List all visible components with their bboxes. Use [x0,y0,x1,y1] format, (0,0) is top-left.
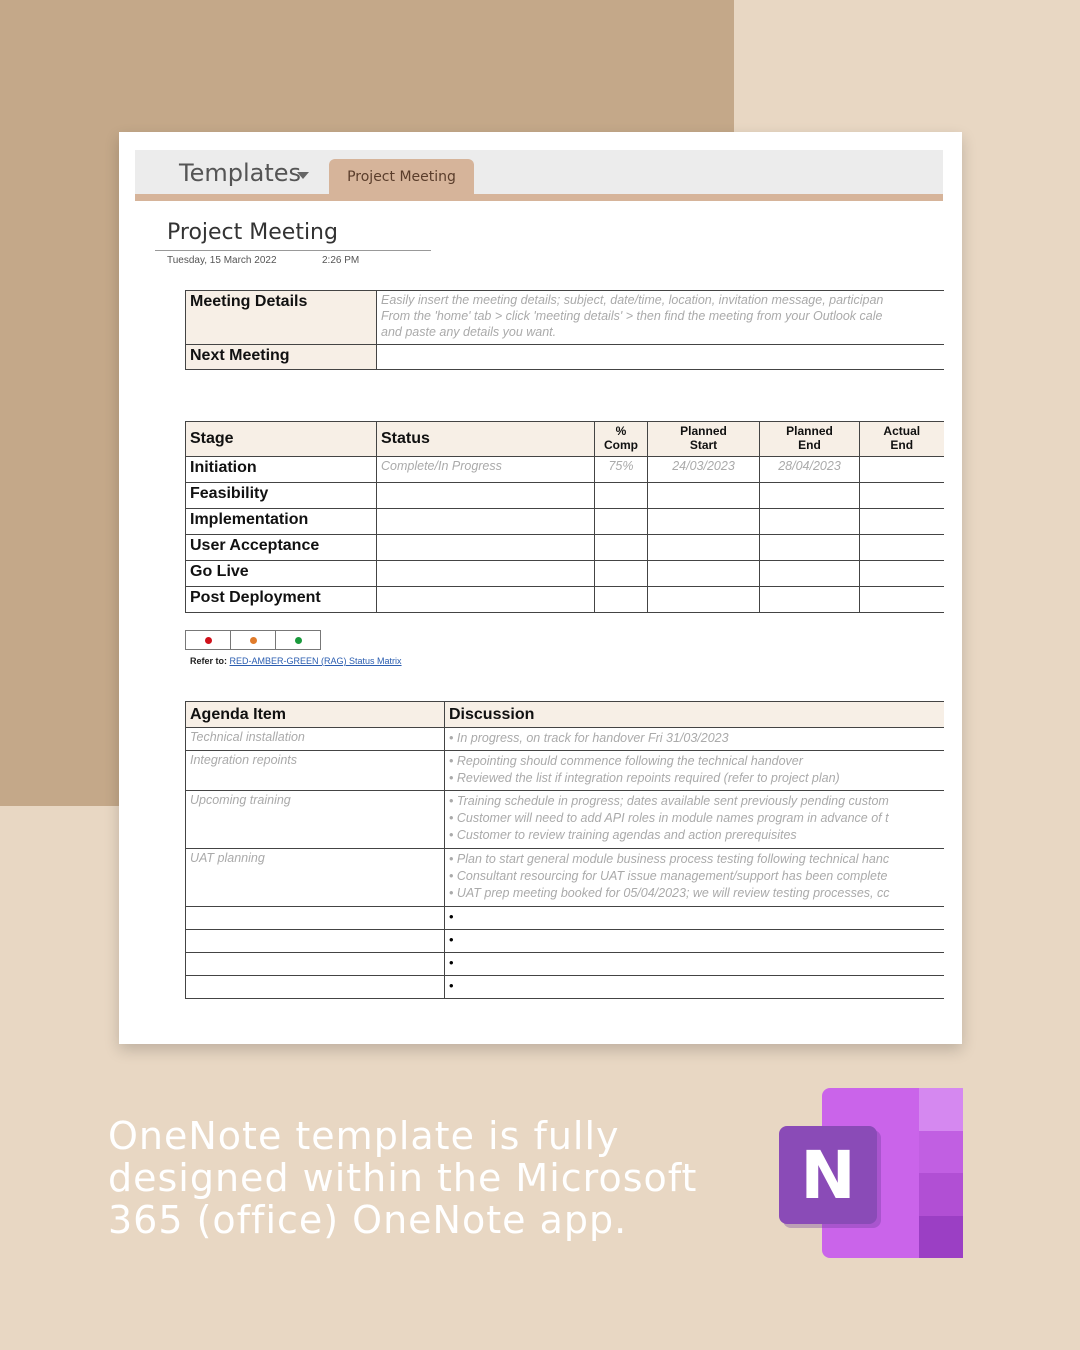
table-row [186,587,944,613]
meeting-details-line: and paste any details you want. [381,325,557,339]
planned-end-cell[interactable] [760,535,860,561]
actual-end-cell[interactable] [860,587,944,613]
comp-cell[interactable] [595,561,648,587]
status-cell[interactable] [377,535,595,561]
planned-start-cell[interactable] [648,587,760,613]
planned-start-cell[interactable] [648,535,760,561]
discussion-cell[interactable] [445,728,944,751]
agenda-table [185,701,944,999]
bullet: • [449,811,454,825]
stage-status-table [185,421,944,613]
agenda-item-header: Agenda Item [186,702,445,728]
planned-end-cell[interactable] [760,483,860,509]
onenote-logo-icon [779,1088,963,1258]
caption-line: designed within the Microsoft [108,1156,698,1200]
meeting-details-line: From the 'home' tab > click 'meeting details' > then find the meeting from your Outlook cale [381,309,883,323]
status-cell[interactable] [377,587,595,613]
rag-matrix-link[interactable]: RED-AMBER-GREEN (RAG) Status Matrix [229,656,402,666]
red-status-dot-icon [205,637,212,644]
bullet: • [449,794,454,808]
status-cell[interactable] [377,483,595,509]
discussion-header: Discussion [445,702,944,728]
rag-green-cell [276,631,321,650]
bullet: • [449,869,454,883]
discussion-point: Reviewed the list if integration repoints required (refer to project plan) [456,771,840,785]
planned-start-header-top: Planned [680,424,727,438]
discussion-point: Training schedule in progress; dates available sent previously pending custom [456,794,889,808]
discussion-cell[interactable] [445,791,944,849]
actual-end-header-bottom: End [890,438,914,452]
page-time: 2:26 PM [322,255,360,266]
table-row [186,535,944,561]
actual-end-cell[interactable] [860,457,944,483]
bullet: • [449,852,454,866]
table-row [186,561,944,587]
meeting-details-table [185,290,944,370]
tab-bar-underline [135,194,943,201]
table-row [186,791,944,849]
planned-end-header-top: Planned [786,424,833,438]
actual-end-header-top: Actual [883,424,921,438]
discussion-cell[interactable]: • [445,907,944,930]
table-row [186,930,944,953]
comp-header-top: % [615,424,627,438]
rag-amber-cell [231,631,276,650]
actual-end-header [860,422,944,457]
stage-cell[interactable]: Feasibility [186,483,377,509]
meeting-details-line: Easily insert the meeting details; subject, date/time, location, invitation message, participan [381,293,884,307]
agenda-item-cell[interactable]: UAT planning [186,849,445,907]
amber-status-dot-icon [250,637,257,644]
status-cell[interactable] [377,561,595,587]
agenda-item-cell[interactable]: Upcoming training [186,791,445,849]
green-status-dot-icon [295,637,302,644]
bullet: • [449,886,454,900]
status-cell[interactable]: Complete/In Progress [377,457,595,483]
stage-cell[interactable]: Implementation [186,509,377,535]
agenda-item-cell[interactable] [186,907,445,930]
discussion-point: Customer to review training agendas and action prerequisites [456,828,797,842]
discussion-point: UAT prep meeting booked for 05/04/2023; we will review testing processes, cc [456,886,890,900]
agenda-item-cell[interactable]: Integration repoints [186,751,445,791]
refer-prefix: Refer to: [190,656,228,666]
table-row [186,953,944,976]
table-row [186,849,944,907]
discussion-cell[interactable]: • [445,930,944,953]
actual-end-cell[interactable] [860,535,944,561]
planned-start-cell[interactable]: 24/03/2023 [648,457,760,483]
table-row [186,907,944,930]
comp-cell[interactable]: 75% [595,457,648,483]
planned-start-cell[interactable] [648,561,760,587]
status-header: Status [377,422,595,457]
bullet: • [449,754,454,768]
logo-letter: N [800,1137,856,1214]
planned-start-header-bottom: Start [689,438,718,452]
meeting-details-label: Meeting Details [186,291,377,345]
stage-cell[interactable]: Go Live [186,561,377,587]
table-row [186,509,944,535]
discussion-cell[interactable]: • [445,976,944,999]
planned-end-header [760,422,860,457]
planned-end-cell[interactable] [760,561,860,587]
stage-cell[interactable]: Initiation [186,457,377,483]
chevron-down-icon[interactable] [297,172,309,179]
actual-end-cell[interactable] [860,483,944,509]
marketing-caption [108,1115,728,1241]
caption-line: 365 (office) OneNote app. [108,1198,628,1242]
actual-end-cell[interactable] [860,561,944,587]
planned-end-cell[interactable] [760,587,860,613]
planned-end-cell[interactable]: 28/04/2023 [760,457,860,483]
discussion-point: Repointing should commence following the technical handover [456,754,803,768]
next-meeting-value[interactable] [377,345,944,370]
discussion-cell[interactable] [445,849,944,907]
agenda-item-cell[interactable] [186,976,445,999]
onenote-page-card [119,132,962,1044]
caption-line: OneNote template is fully [108,1114,620,1158]
title-divider [155,250,431,251]
table-row [186,976,944,999]
comp-cell[interactable] [595,483,648,509]
status-cell[interactable] [377,509,595,535]
agenda-item-cell[interactable] [186,953,445,976]
planned-start-cell[interactable] [648,483,760,509]
stage-cell[interactable]: Post Deployment [186,587,377,613]
templates-notebook-menu[interactable]: Templates [179,159,302,187]
discussion-cell[interactable]: • [445,953,944,976]
rag-red-cell [186,631,231,650]
table-row [186,483,944,509]
stage-cell[interactable]: User Acceptance [186,535,377,561]
page-title[interactable]: Project Meeting [167,220,338,245]
comp-header-bottom: Comp [604,438,638,452]
next-meeting-label: Next Meeting [186,345,377,370]
discussion-point: Consultant resourcing for UAT issue management/support has been complete [456,869,888,883]
agenda-item-cell[interactable]: Technical installation [186,728,445,751]
comp-cell[interactable] [595,535,648,561]
planned-end-cell[interactable] [760,509,860,535]
comp-cell[interactable] [595,509,648,535]
table-row [186,728,944,751]
bullet: • [449,731,454,745]
agenda-item-cell[interactable] [186,930,445,953]
stage-header: Stage [186,422,377,457]
table-row [186,751,944,791]
rag-status-legend [185,630,321,650]
actual-end-cell[interactable] [860,509,944,535]
bullet: • [449,771,454,785]
comp-cell[interactable] [595,587,648,613]
discussion-cell[interactable] [445,751,944,791]
bullet: • [449,828,454,842]
discussion-point: In progress, on track for handover Fri 31/03/2023 [456,731,729,745]
discussion-point: Plan to start general module business process testing following technical hanc [456,852,890,866]
rag-reference [190,656,402,666]
planned-start-cell[interactable] [648,509,760,535]
comp-header [595,422,648,457]
tab-project-meeting[interactable]: Project Meeting [329,159,474,195]
planned-end-header-bottom: End [798,438,821,452]
discussion-point: Customer will need to add API roles in module names program in advance of t [456,811,889,825]
table-row [186,457,944,483]
planned-start-header [648,422,760,457]
meeting-details-cell[interactable] [377,291,944,345]
page-date: Tuesday, 15 March 2022 [167,255,277,266]
